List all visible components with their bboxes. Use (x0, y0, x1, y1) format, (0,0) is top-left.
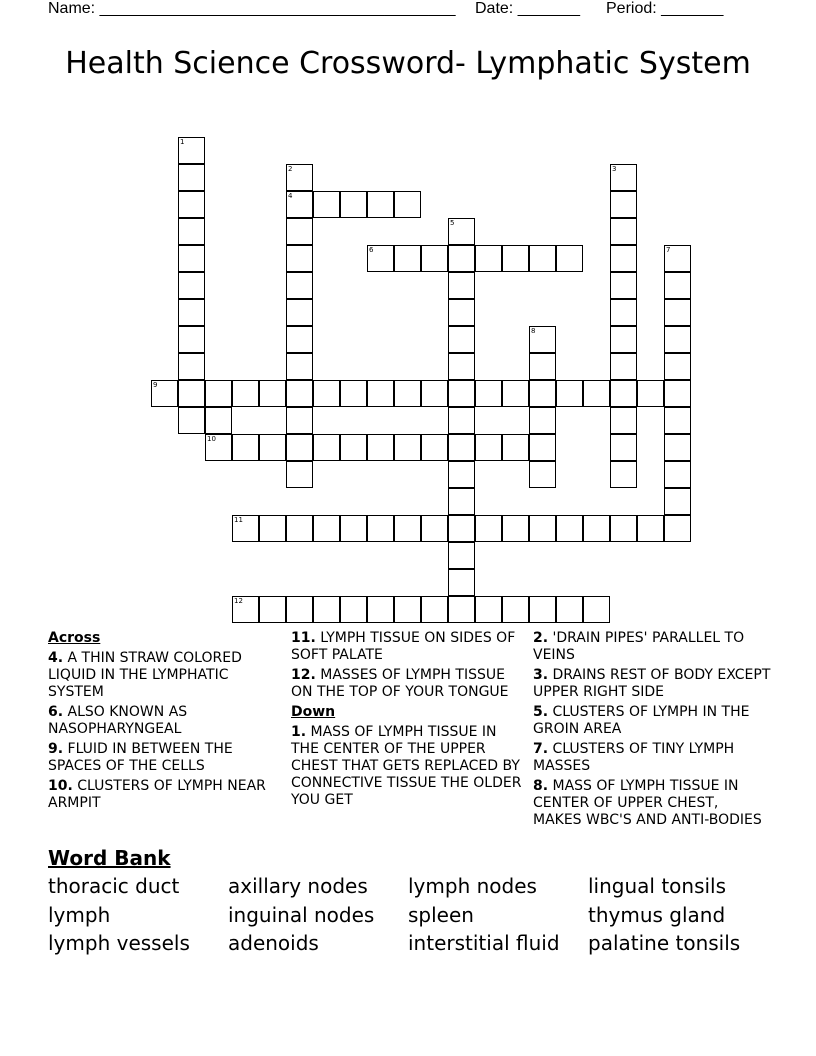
crossword-cell[interactable] (286, 326, 313, 353)
crossword-cell[interactable] (340, 515, 367, 542)
crossword-cell[interactable] (583, 596, 610, 623)
crossword-cell[interactable] (475, 515, 502, 542)
clue-number: 12 (234, 597, 243, 605)
crossword-cell[interactable] (178, 191, 205, 218)
crossword-cell[interactable] (205, 380, 232, 407)
crossword-cell[interactable] (637, 380, 664, 407)
clue-down-7: 7. CLUSTERS OF TINY LYMPH MASSES (533, 741, 735, 774)
clue-across-11: 11. LYMPH TISSUE ON SIDES OF SOFT PALATE (291, 630, 516, 663)
clue-number: 4 (288, 192, 293, 200)
clue-number: 7 (666, 246, 671, 254)
crossword-cell[interactable] (151, 380, 178, 407)
crossword-cell[interactable] (313, 515, 340, 542)
crossword-cell[interactable] (394, 515, 421, 542)
crossword-cell[interactable] (583, 380, 610, 407)
crossword-cell[interactable] (529, 380, 556, 407)
crossword-cell[interactable] (610, 164, 637, 191)
crossword-cell[interactable] (664, 380, 691, 407)
clue-across-4: 4. A THIN STRAW COLORED LIQUID IN THE LYMPHATIC SYSTEM (48, 650, 242, 700)
crossword-cell[interactable] (448, 515, 475, 542)
crossword-cell[interactable] (529, 515, 556, 542)
crossword-cell[interactable] (448, 380, 475, 407)
down-heading: Down (291, 704, 336, 720)
clue-number: 10 (207, 435, 216, 443)
crossword-cell[interactable] (367, 434, 394, 461)
crossword-cell[interactable] (178, 380, 205, 407)
crossword-cell[interactable] (394, 596, 421, 623)
crossword-cell[interactable] (556, 245, 583, 272)
clue-number: 6 (369, 246, 374, 254)
clue-across-6: 6. ALSO KNOWN AS NASOPHARYNGEAL (48, 704, 188, 737)
crossword-cell[interactable] (232, 434, 259, 461)
clues-column-1 (48, 630, 280, 815)
crossword-cell[interactable] (232, 380, 259, 407)
crossword-cell[interactable] (259, 596, 286, 623)
word-bank-item: adenoids (228, 931, 319, 955)
crossword-cell[interactable] (610, 353, 637, 380)
crossword-cell[interactable] (529, 434, 556, 461)
crossword-cell[interactable] (178, 326, 205, 353)
crossword-cell[interactable] (448, 461, 475, 488)
crossword-cell[interactable] (610, 272, 637, 299)
word-bank-item: thymus gland (588, 903, 726, 927)
across-heading: Across (48, 630, 101, 646)
clue-across-10: 10. CLUSTERS OF LYMPH NEAR ARMPIT (48, 778, 266, 811)
crossword-cell[interactable] (610, 245, 637, 272)
crossword-cell[interactable] (367, 596, 394, 623)
crossword-cell[interactable] (340, 434, 367, 461)
crossword-cell[interactable] (448, 326, 475, 353)
crossword-cell[interactable] (529, 245, 556, 272)
crossword-cell[interactable] (637, 515, 664, 542)
clue-down-3: 3. DRAINS REST OF BODY EXCEPT UPPER RIGHT SIDE (533, 667, 771, 700)
crossword-cell[interactable] (394, 380, 421, 407)
crossword-cell[interactable] (178, 353, 205, 380)
crossword-cell[interactable] (475, 380, 502, 407)
crossword-cell[interactable] (367, 191, 394, 218)
crossword-cell[interactable] (529, 596, 556, 623)
crossword-cell[interactable] (610, 326, 637, 353)
crossword-cell[interactable] (610, 407, 637, 434)
crossword-cell[interactable] (313, 191, 340, 218)
crossword-cell[interactable] (367, 245, 394, 272)
crossword-cell[interactable] (475, 596, 502, 623)
crossword-cell[interactable] (178, 245, 205, 272)
crossword-cell[interactable] (367, 515, 394, 542)
crossword-cell[interactable] (448, 407, 475, 434)
crossword-cell[interactable] (286, 164, 313, 191)
clue-number: 11 (234, 516, 243, 524)
crossword-cell[interactable] (286, 596, 313, 623)
word-bank-item: lingual tonsils (588, 874, 727, 898)
crossword-cell[interactable] (502, 515, 529, 542)
crossword-cell[interactable] (286, 434, 313, 461)
crossword-cell[interactable] (610, 191, 637, 218)
crossword-cell[interactable] (448, 353, 475, 380)
crossword-cell[interactable] (475, 245, 502, 272)
crossword-cell[interactable] (664, 272, 691, 299)
clue-number: 1 (180, 138, 185, 146)
crossword-cell[interactable] (286, 461, 313, 488)
crossword-cell[interactable] (610, 434, 637, 461)
crossword-cell[interactable] (664, 434, 691, 461)
crossword-cell[interactable] (286, 407, 313, 434)
crossword-cell[interactable] (664, 515, 691, 542)
crossword-cell[interactable] (610, 461, 637, 488)
crossword-cell[interactable] (664, 299, 691, 326)
clue-number: 9 (153, 381, 158, 389)
crossword-cell[interactable] (448, 488, 475, 515)
period-field-label[interactable]: Period: _______ (606, 0, 724, 17)
crossword-cell[interactable] (259, 515, 286, 542)
word-bank-item: inguinal nodes (228, 903, 375, 927)
crossword-cell[interactable] (340, 596, 367, 623)
clue-number: 8 (531, 327, 536, 335)
crossword-cell[interactable] (421, 434, 448, 461)
crossword-cell[interactable] (394, 434, 421, 461)
crossword-cell[interactable] (286, 353, 313, 380)
crossword-cell[interactable] (313, 380, 340, 407)
word-bank-item: palatine tonsils (588, 931, 741, 955)
crossword-cell[interactable] (286, 272, 313, 299)
crossword-cell[interactable] (340, 191, 367, 218)
crossword-cell[interactable] (664, 245, 691, 272)
crossword-cell[interactable] (394, 245, 421, 272)
clue-across-9: 9. FLUID IN BETWEEN THE SPACES OF THE CELLS (48, 741, 233, 774)
crossword-cell[interactable] (448, 434, 475, 461)
crossword-cell[interactable] (259, 434, 286, 461)
crossword-cell[interactable] (178, 164, 205, 191)
crossword-cell[interactable] (502, 596, 529, 623)
crossword-cell[interactable] (178, 137, 205, 164)
crossword-cell[interactable] (178, 299, 205, 326)
crossword-cell[interactable] (421, 380, 448, 407)
crossword-cell[interactable] (448, 245, 475, 272)
clue-down-5: 5. CLUSTERS OF LYMPH IN THE GROIN AREA (533, 704, 750, 737)
crossword-cell[interactable] (502, 380, 529, 407)
crossword-cell[interactable] (529, 326, 556, 353)
crossword-cell[interactable] (313, 596, 340, 623)
crossword-cell[interactable] (448, 569, 475, 596)
clue-across-12: 12. MASSES OF LYMPH TISSUE ON THE TOP OF YOUR TONGUE (291, 667, 509, 700)
crossword-cell[interactable] (421, 596, 448, 623)
crossword-cell[interactable] (313, 434, 340, 461)
crossword-cell[interactable] (556, 380, 583, 407)
crossword-cell[interactable] (205, 434, 232, 461)
crossword-cell[interactable] (259, 380, 286, 407)
word-bank-item: thoracic duct (48, 874, 180, 898)
clue-down-8: 8. MASS OF LYMPH TISSUE IN CENTER OF UPPER CHEST, MAKES WBC'S AND ANTI-BODIES (533, 778, 762, 828)
word-bank-item: interstitial fluid (408, 931, 560, 955)
crossword-cell[interactable] (502, 434, 529, 461)
crossword-cell[interactable] (448, 218, 475, 245)
crossword-cell[interactable] (664, 353, 691, 380)
crossword-cell[interactable] (556, 596, 583, 623)
word-bank-item: lymph nodes (408, 874, 537, 898)
crossword-cell[interactable] (448, 542, 475, 569)
word-bank-title: Word Bank (48, 846, 171, 870)
word-bank-item: spleen (408, 903, 474, 927)
crossword-cell[interactable] (286, 299, 313, 326)
crossword-cell[interactable] (502, 245, 529, 272)
crossword-cell[interactable] (448, 596, 475, 623)
crossword-cell[interactable] (232, 515, 259, 542)
crossword-cell[interactable] (286, 380, 313, 407)
crossword-cell[interactable] (664, 407, 691, 434)
word-bank-item: lymph vessels (48, 931, 190, 955)
clues-column-2 (291, 630, 523, 812)
crossword-cell[interactable] (286, 515, 313, 542)
crossword-cell[interactable] (610, 299, 637, 326)
crossword-cell[interactable] (448, 299, 475, 326)
clues-column-3 (533, 630, 771, 832)
crossword-cell[interactable] (556, 515, 583, 542)
crossword-cell[interactable] (205, 407, 232, 434)
word-bank-item: axillary nodes (228, 874, 368, 898)
word-bank-item: lymph (48, 903, 111, 927)
crossword-cell[interactable] (232, 596, 259, 623)
page-title: Health Science Crossword- Lymphatic System (65, 46, 751, 81)
crossword-cell[interactable] (583, 515, 610, 542)
crossword-cell[interactable] (394, 191, 421, 218)
crossword-cell[interactable] (178, 218, 205, 245)
clue-down-2: 2. 'DRAIN PIPES' PARALLEL TO VEINS (533, 630, 745, 663)
clue-number: 3 (612, 165, 617, 173)
crossword-cell[interactable] (664, 488, 691, 515)
crossword-cell[interactable] (529, 461, 556, 488)
name-field-label[interactable]: Name: ________________________________________ (48, 0, 456, 17)
crossword-cell[interactable] (664, 461, 691, 488)
crossword-cell[interactable] (610, 515, 637, 542)
crossword-cell[interactable] (178, 407, 205, 434)
crossword-cell[interactable] (421, 245, 448, 272)
crossword-cell[interactable] (286, 218, 313, 245)
crossword-cell[interactable] (286, 245, 313, 272)
crossword-cell[interactable] (664, 326, 691, 353)
crossword-cell[interactable] (286, 191, 313, 218)
crossword-cell[interactable] (529, 407, 556, 434)
crossword-cell[interactable] (421, 515, 448, 542)
crossword-cell[interactable] (475, 434, 502, 461)
crossword-cell[interactable] (610, 380, 637, 407)
crossword-cell[interactable] (610, 218, 637, 245)
crossword-cell[interactable] (529, 353, 556, 380)
clue-down-1: 1. MASS OF LYMPH TISSUE IN THE CENTER OF THE UPPER CHEST THAT GETS REPLACED BY CONNECTIVE TISSUE THE OLDER YOU GET (291, 724, 522, 808)
clue-number: 2 (288, 165, 293, 173)
clue-number: 5 (450, 219, 455, 227)
crossword-cell[interactable] (367, 380, 394, 407)
date-field-label[interactable]: Date: _______ (475, 0, 580, 17)
crossword-cell[interactable] (340, 380, 367, 407)
crossword-cell[interactable] (448, 272, 475, 299)
crossword-cell[interactable] (178, 272, 205, 299)
